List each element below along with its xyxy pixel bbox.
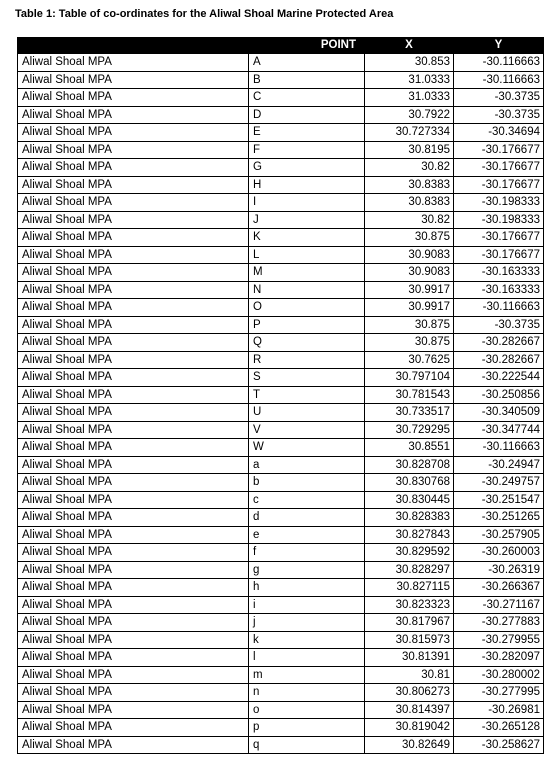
cell-y: -30.34694 [454,124,544,142]
cell-point: e [249,526,365,544]
table-row [18,666,544,684]
cell-x: 30.7625 [365,351,454,369]
cell-y: -30.282667 [454,351,544,369]
table-row [18,89,544,107]
cell-area-name: Aliwal Shoal MPA [18,421,249,439]
cell-point: j [249,614,365,632]
table-row [18,684,544,702]
cell-point: E [249,124,365,142]
cell-y: -30.277883 [454,614,544,632]
cell-y: -30.249757 [454,474,544,492]
table-row [18,614,544,632]
cell-y: -30.3735 [454,316,544,334]
table-row [18,351,544,369]
header-point: POINT [249,38,365,54]
table-row [18,474,544,492]
cell-x: 30.814397 [365,701,454,719]
cell-x: 30.9917 [365,281,454,299]
cell-area-name: Aliwal Shoal MPA [18,736,249,754]
cell-y: -30.176677 [454,229,544,247]
cell-area-name: Aliwal Shoal MPA [18,579,249,597]
cell-point: R [249,351,365,369]
cell-x: 30.827843 [365,526,454,544]
cell-point: U [249,404,365,422]
cell-point: p [249,719,365,737]
cell-point: b [249,474,365,492]
cell-y: -30.3735 [454,89,544,107]
cell-area-name: Aliwal Shoal MPA [18,281,249,299]
cell-area-name: Aliwal Shoal MPA [18,631,249,649]
cell-area-name: Aliwal Shoal MPA [18,124,249,142]
cell-y: -30.176677 [454,141,544,159]
table-row [18,544,544,562]
cell-y: -30.198333 [454,194,544,212]
cell-x: 30.81 [365,666,454,684]
cell-x: 30.830768 [365,474,454,492]
cell-y: -30.116663 [454,299,544,317]
cell-point: f [249,544,365,562]
cell-y: -30.250856 [454,386,544,404]
cell-x: 31.0333 [365,71,454,89]
cell-x: 30.875 [365,334,454,352]
cell-y: -30.3735 [454,106,544,124]
cell-x: 30.829592 [365,544,454,562]
cell-y: -30.222544 [454,369,544,387]
cell-point: d [249,509,365,527]
table-row [18,141,544,159]
cell-area-name: Aliwal Shoal MPA [18,369,249,387]
cell-y: -30.279955 [454,631,544,649]
table-row [18,211,544,229]
cell-y: -30.163333 [454,281,544,299]
cell-area-name: Aliwal Shoal MPA [18,334,249,352]
cell-point: K [249,229,365,247]
cell-y: -30.26981 [454,701,544,719]
cell-point: g [249,561,365,579]
table-row [18,579,544,597]
cell-point: c [249,491,365,509]
cell-y: -30.260003 [454,544,544,562]
coordinates-table [17,37,544,754]
cell-point: n [249,684,365,702]
cell-x: 31.0333 [365,89,454,107]
cell-x: 30.8383 [365,194,454,212]
header-name [18,38,249,54]
cell-y: -30.198333 [454,211,544,229]
cell-point: O [249,299,365,317]
cell-x: 30.7922 [365,106,454,124]
table-row [18,299,544,317]
cell-area-name: Aliwal Shoal MPA [18,684,249,702]
cell-x: 30.828383 [365,509,454,527]
table-row [18,386,544,404]
cell-area-name: Aliwal Shoal MPA [18,159,249,177]
table-row [18,264,544,282]
table-row [18,456,544,474]
table-header-row [18,38,544,54]
cell-area-name: Aliwal Shoal MPA [18,386,249,404]
cell-x: 30.830445 [365,491,454,509]
cell-x: 30.733517 [365,404,454,422]
cell-y: -30.347744 [454,421,544,439]
cell-x: 30.727334 [365,124,454,142]
cell-area-name: Aliwal Shoal MPA [18,141,249,159]
table-row [18,701,544,719]
table-row [18,631,544,649]
cell-y: -30.271167 [454,596,544,614]
cell-y: -30.280002 [454,666,544,684]
cell-area-name: Aliwal Shoal MPA [18,701,249,719]
cell-point: B [249,71,365,89]
cell-point: I [249,194,365,212]
cell-y: -30.251547 [454,491,544,509]
table-row [18,106,544,124]
cell-area-name: Aliwal Shoal MPA [18,351,249,369]
cell-point: m [249,666,365,684]
table-row [18,491,544,509]
cell-y: -30.277995 [454,684,544,702]
cell-x: 30.9917 [365,299,454,317]
table-row [18,229,544,247]
cell-area-name: Aliwal Shoal MPA [18,544,249,562]
cell-area-name: Aliwal Shoal MPA [18,456,249,474]
cell-area-name: Aliwal Shoal MPA [18,54,249,72]
cell-point: l [249,649,365,667]
cell-y: -30.282667 [454,334,544,352]
table-row [18,194,544,212]
table-row [18,509,544,527]
cell-area-name: Aliwal Shoal MPA [18,106,249,124]
cell-point: W [249,439,365,457]
cell-x: 30.9083 [365,264,454,282]
cell-area-name: Aliwal Shoal MPA [18,264,249,282]
cell-point: q [249,736,365,754]
table-row [18,316,544,334]
cell-x: 30.82649 [365,736,454,754]
table-row [18,439,544,457]
cell-x: 30.828708 [365,456,454,474]
cell-x: 30.82 [365,159,454,177]
header-x: X [365,38,454,54]
table-row [18,369,544,387]
cell-y: -30.282097 [454,649,544,667]
table-row [18,71,544,89]
cell-point: S [249,369,365,387]
cell-area-name: Aliwal Shoal MPA [18,404,249,422]
table-row [18,719,544,737]
cell-y: -30.266367 [454,579,544,597]
table-row [18,736,544,754]
cell-y: -30.116663 [454,71,544,89]
cell-x: 30.781543 [365,386,454,404]
cell-point: P [249,316,365,334]
cell-point: C [249,89,365,107]
cell-point: o [249,701,365,719]
table-body [18,54,544,754]
cell-y: -30.257905 [454,526,544,544]
cell-area-name: Aliwal Shoal MPA [18,666,249,684]
cell-point: H [249,176,365,194]
cell-area-name: Aliwal Shoal MPA [18,299,249,317]
cell-y: -30.265128 [454,719,544,737]
cell-area-name: Aliwal Shoal MPA [18,596,249,614]
cell-point: a [249,456,365,474]
header-y: Y [454,38,544,54]
cell-area-name: Aliwal Shoal MPA [18,246,249,264]
cell-x: 30.817967 [365,614,454,632]
cell-area-name: Aliwal Shoal MPA [18,474,249,492]
cell-area-name: Aliwal Shoal MPA [18,561,249,579]
cell-area-name: Aliwal Shoal MPA [18,526,249,544]
cell-point: N [249,281,365,299]
cell-y: -30.176677 [454,246,544,264]
table-row [18,159,544,177]
cell-x: 30.815973 [365,631,454,649]
cell-point: Q [249,334,365,352]
cell-point: D [249,106,365,124]
cell-point: G [249,159,365,177]
cell-y: -30.116663 [454,439,544,457]
cell-x: 30.875 [365,229,454,247]
cell-point: T [249,386,365,404]
cell-area-name: Aliwal Shoal MPA [18,229,249,247]
cell-area-name: Aliwal Shoal MPA [18,89,249,107]
cell-area-name: Aliwal Shoal MPA [18,176,249,194]
cell-x: 30.8195 [365,141,454,159]
cell-y: -30.251265 [454,509,544,527]
cell-x: 30.9083 [365,246,454,264]
cell-x: 30.797104 [365,369,454,387]
table-row [18,124,544,142]
cell-y: -30.116663 [454,54,544,72]
cell-point: i [249,596,365,614]
table-row [18,334,544,352]
cell-x: 30.827115 [365,579,454,597]
table-row [18,54,544,72]
cell-y: -30.176677 [454,176,544,194]
cell-x: 30.828297 [365,561,454,579]
cell-area-name: Aliwal Shoal MPA [18,649,249,667]
cell-point: h [249,579,365,597]
cell-point: L [249,246,365,264]
cell-point: F [249,141,365,159]
cell-x: 30.8383 [365,176,454,194]
cell-y: -30.26319 [454,561,544,579]
cell-y: -30.163333 [454,264,544,282]
cell-x: 30.819042 [365,719,454,737]
table-row [18,421,544,439]
cell-area-name: Aliwal Shoal MPA [18,614,249,632]
table-row [18,281,544,299]
cell-x: 30.729295 [365,421,454,439]
cell-x: 30.8551 [365,439,454,457]
cell-point: J [249,211,365,229]
cell-point: V [249,421,365,439]
cell-y: -30.24947 [454,456,544,474]
table-row [18,404,544,422]
table-row [18,561,544,579]
cell-x: 30.82 [365,211,454,229]
cell-y: -30.176677 [454,159,544,177]
table-row [18,649,544,667]
cell-area-name: Aliwal Shoal MPA [18,719,249,737]
table-row [18,596,544,614]
table-caption: Table 1: Table of co-ordinates for the Aliwal Shoal Marine Protected Area [15,8,394,20]
cell-area-name: Aliwal Shoal MPA [18,439,249,457]
cell-area-name: Aliwal Shoal MPA [18,316,249,334]
cell-x: 30.823323 [365,596,454,614]
cell-area-name: Aliwal Shoal MPA [18,211,249,229]
cell-x: 30.81391 [365,649,454,667]
cell-x: 30.853 [365,54,454,72]
cell-area-name: Aliwal Shoal MPA [18,509,249,527]
cell-area-name: Aliwal Shoal MPA [18,491,249,509]
cell-x: 30.875 [365,316,454,334]
cell-area-name: Aliwal Shoal MPA [18,71,249,89]
cell-point: M [249,264,365,282]
cell-point: k [249,631,365,649]
table-row [18,176,544,194]
cell-point: A [249,54,365,72]
cell-x: 30.806273 [365,684,454,702]
table-row [18,526,544,544]
cell-y: -30.258627 [454,736,544,754]
table-row [18,246,544,264]
cell-area-name: Aliwal Shoal MPA [18,194,249,212]
cell-y: -30.340509 [454,404,544,422]
